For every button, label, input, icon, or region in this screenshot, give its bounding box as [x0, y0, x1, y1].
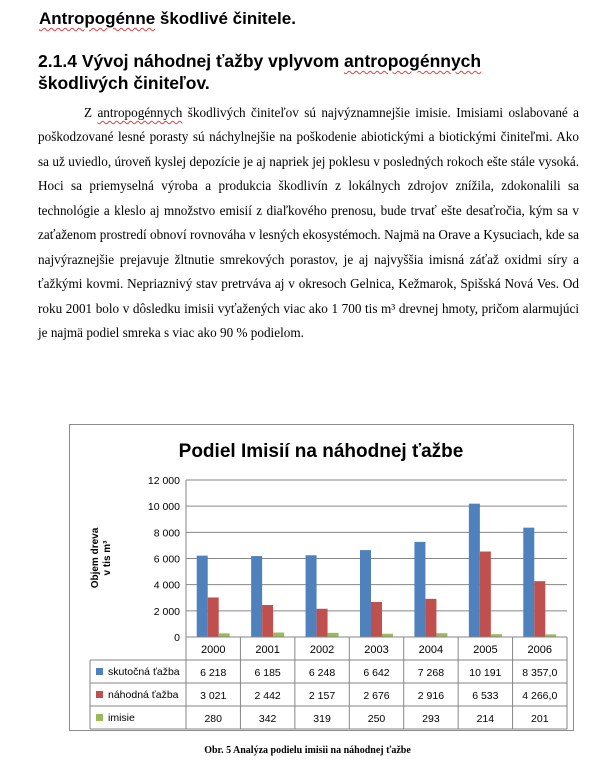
- x-category-label: 2005: [473, 644, 498, 656]
- bar-skutočná-ťažba-2001: [251, 556, 262, 637]
- section-title-pre: Vývoj náhodnej ťažby vplyvom: [81, 51, 345, 71]
- data-table-value: 4 266,0: [522, 690, 558, 702]
- heading-post: škodlivé činitele.: [155, 9, 296, 28]
- legend-entry: skutočná ťažba: [108, 666, 180, 678]
- legend-entry: imisie: [108, 712, 135, 724]
- legend-entry: náhodná ťažba: [108, 689, 179, 701]
- data-table-value: 319: [313, 713, 331, 725]
- paragraph-text: škodlivých činiteľov sú najvýznamnejšie imisie. Imisiami oslabované a poškodzované lesné porasty sú náchylnejšie na poškodenie abiotickými a biotickými činiteľmi. Ako sa už uviedlo, úroveň kyslej depozície je aj napriek jej poklesu v posledných rokoch ešte stále vysoká. Hoci sa priemyselná výroba a produkcia škodlivín z lokálnych zdrojov znížila, zdokonalili sa technológie a kleslo aj množstvo emisií z diaľkového prenosu, bude trvať ešte desaťročia, kým sa v zaťaženom prostredí obnoví rovnováha v lesných ekosystémoch. Najmä na Orave a Kysuciach, kde sa najvýraznejšie prejavuje žltnutie smrekových porastov, je aj najvyššia imisná záťaž oxidmi síry a ťažkými kovmi. Nepriaznivý stav pretrváva aj v okresoch Gelnica, Kežmarok, Spišská Nová Ves. Od roku 2001 bolo v dôsledku imisii vyťažených viac ako 1 700 tis m³ drevnej hmoty, pričom alarmujúci je najmä podiel smreka s viac ako 90 % podielom.: [38, 105, 579, 341]
- y-axis-label-line1: Objem dreva: [90, 527, 101, 589]
- legend-key-imisie: [96, 714, 103, 721]
- data-table-value: 342: [258, 713, 277, 725]
- bar-náhodná-ťažba-2002: [317, 609, 328, 637]
- bar-imisie-2002: [328, 633, 339, 637]
- y-axis-label: [90, 527, 113, 588]
- bar-skutočná-ťažba-2005: [469, 504, 480, 637]
- data-table-value: 6 642: [363, 667, 390, 679]
- x-category-label: 2000: [200, 644, 226, 656]
- data-table-value: 293: [422, 713, 440, 725]
- bar-skutočná-ťažba-2003: [360, 550, 371, 637]
- bar-náhodná-ťažba-2001: [262, 605, 273, 637]
- x-category-label: 2004: [418, 644, 444, 656]
- data-table-value: 6 248: [308, 667, 336, 679]
- data-table-value: 2 442: [254, 690, 281, 702]
- data-table-value: 214: [476, 713, 495, 725]
- data-table-value: 2 916: [417, 690, 445, 702]
- section-number: 2.1.4: [38, 51, 77, 71]
- legend-key-náhodná-ťažba: [96, 691, 103, 698]
- data-table-value: 3 021: [200, 690, 227, 702]
- y-tick-label: 0: [174, 632, 180, 644]
- x-category-label: 2006: [527, 644, 553, 656]
- data-table-value: 2 157: [308, 690, 336, 702]
- y-tick-label: 12 000: [147, 475, 180, 487]
- bar-chart: [70, 425, 573, 730]
- heading-spellcheck-word: Antropogénne: [39, 9, 156, 28]
- data-table-value: 10 191: [469, 667, 502, 679]
- y-tick-label: 10 000: [147, 501, 180, 514]
- y-tick-label: 8 000: [153, 527, 180, 540]
- paragraph-spellcheck-word: antropogénnych: [97, 105, 183, 120]
- section-title-line1: [82, 51, 481, 71]
- x-category-label: 2002: [309, 644, 335, 656]
- figure-caption: Obr. 5 Analýza podielu imisii na náhodnej ťažbe: [204, 745, 411, 756]
- section-title-spellcheck-word: antropogénnych: [344, 51, 482, 71]
- chart-figure: [69, 424, 574, 731]
- bar-náhodná-ťažba-2003: [371, 602, 382, 637]
- data-table-value: 7 268: [417, 667, 445, 679]
- document-heading: [39, 9, 296, 29]
- bar-skutočná-ťažba-2004: [414, 542, 425, 637]
- y-axis-label-line2: v tis m³: [102, 540, 113, 576]
- data-table-value: 201: [531, 713, 549, 725]
- y-tick-label: 6 000: [153, 553, 180, 566]
- bar-náhodná-ťažba-2006: [534, 581, 545, 637]
- x-category-label: 2001: [255, 644, 280, 656]
- paragraph-lead: Z: [84, 105, 98, 120]
- y-tick-label: 4 000: [153, 579, 180, 592]
- bar-skutočná-ťažba-2006: [523, 528, 534, 637]
- bar-imisie-2004: [436, 633, 447, 637]
- data-table-value: 2 676: [363, 690, 390, 702]
- data-table-value: 6 533: [472, 690, 499, 702]
- data-table-value: 6 218: [200, 667, 227, 679]
- bar-náhodná-ťažba-2004: [425, 599, 436, 637]
- section-heading: [38, 50, 598, 94]
- bar-skutočná-ťažba-2002: [306, 555, 317, 637]
- data-table-value: 8 357,0: [522, 667, 558, 679]
- chart-title: Podiel Imisií na náhodnej ťažbe: [178, 441, 464, 462]
- section-title-line2: škodlivých činiteľov.: [38, 73, 210, 93]
- bar-náhodná-ťažba-2005: [480, 552, 491, 637]
- data-table-value: 280: [204, 713, 222, 725]
- body-paragraph: [38, 101, 579, 346]
- bar-imisie-2000: [219, 633, 230, 637]
- y-tick-label: 2 000: [153, 605, 180, 618]
- legend-key-skutočná-ťažba: [96, 668, 103, 675]
- x-category-label: 2003: [364, 644, 389, 656]
- bar-náhodná-ťažba-2000: [208, 597, 219, 637]
- data-table-value: 250: [367, 713, 386, 725]
- bar-skutočná-ťažba-2000: [197, 556, 208, 637]
- data-table-value: 6 185: [254, 667, 281, 679]
- bar-imisie-2001: [273, 633, 284, 637]
